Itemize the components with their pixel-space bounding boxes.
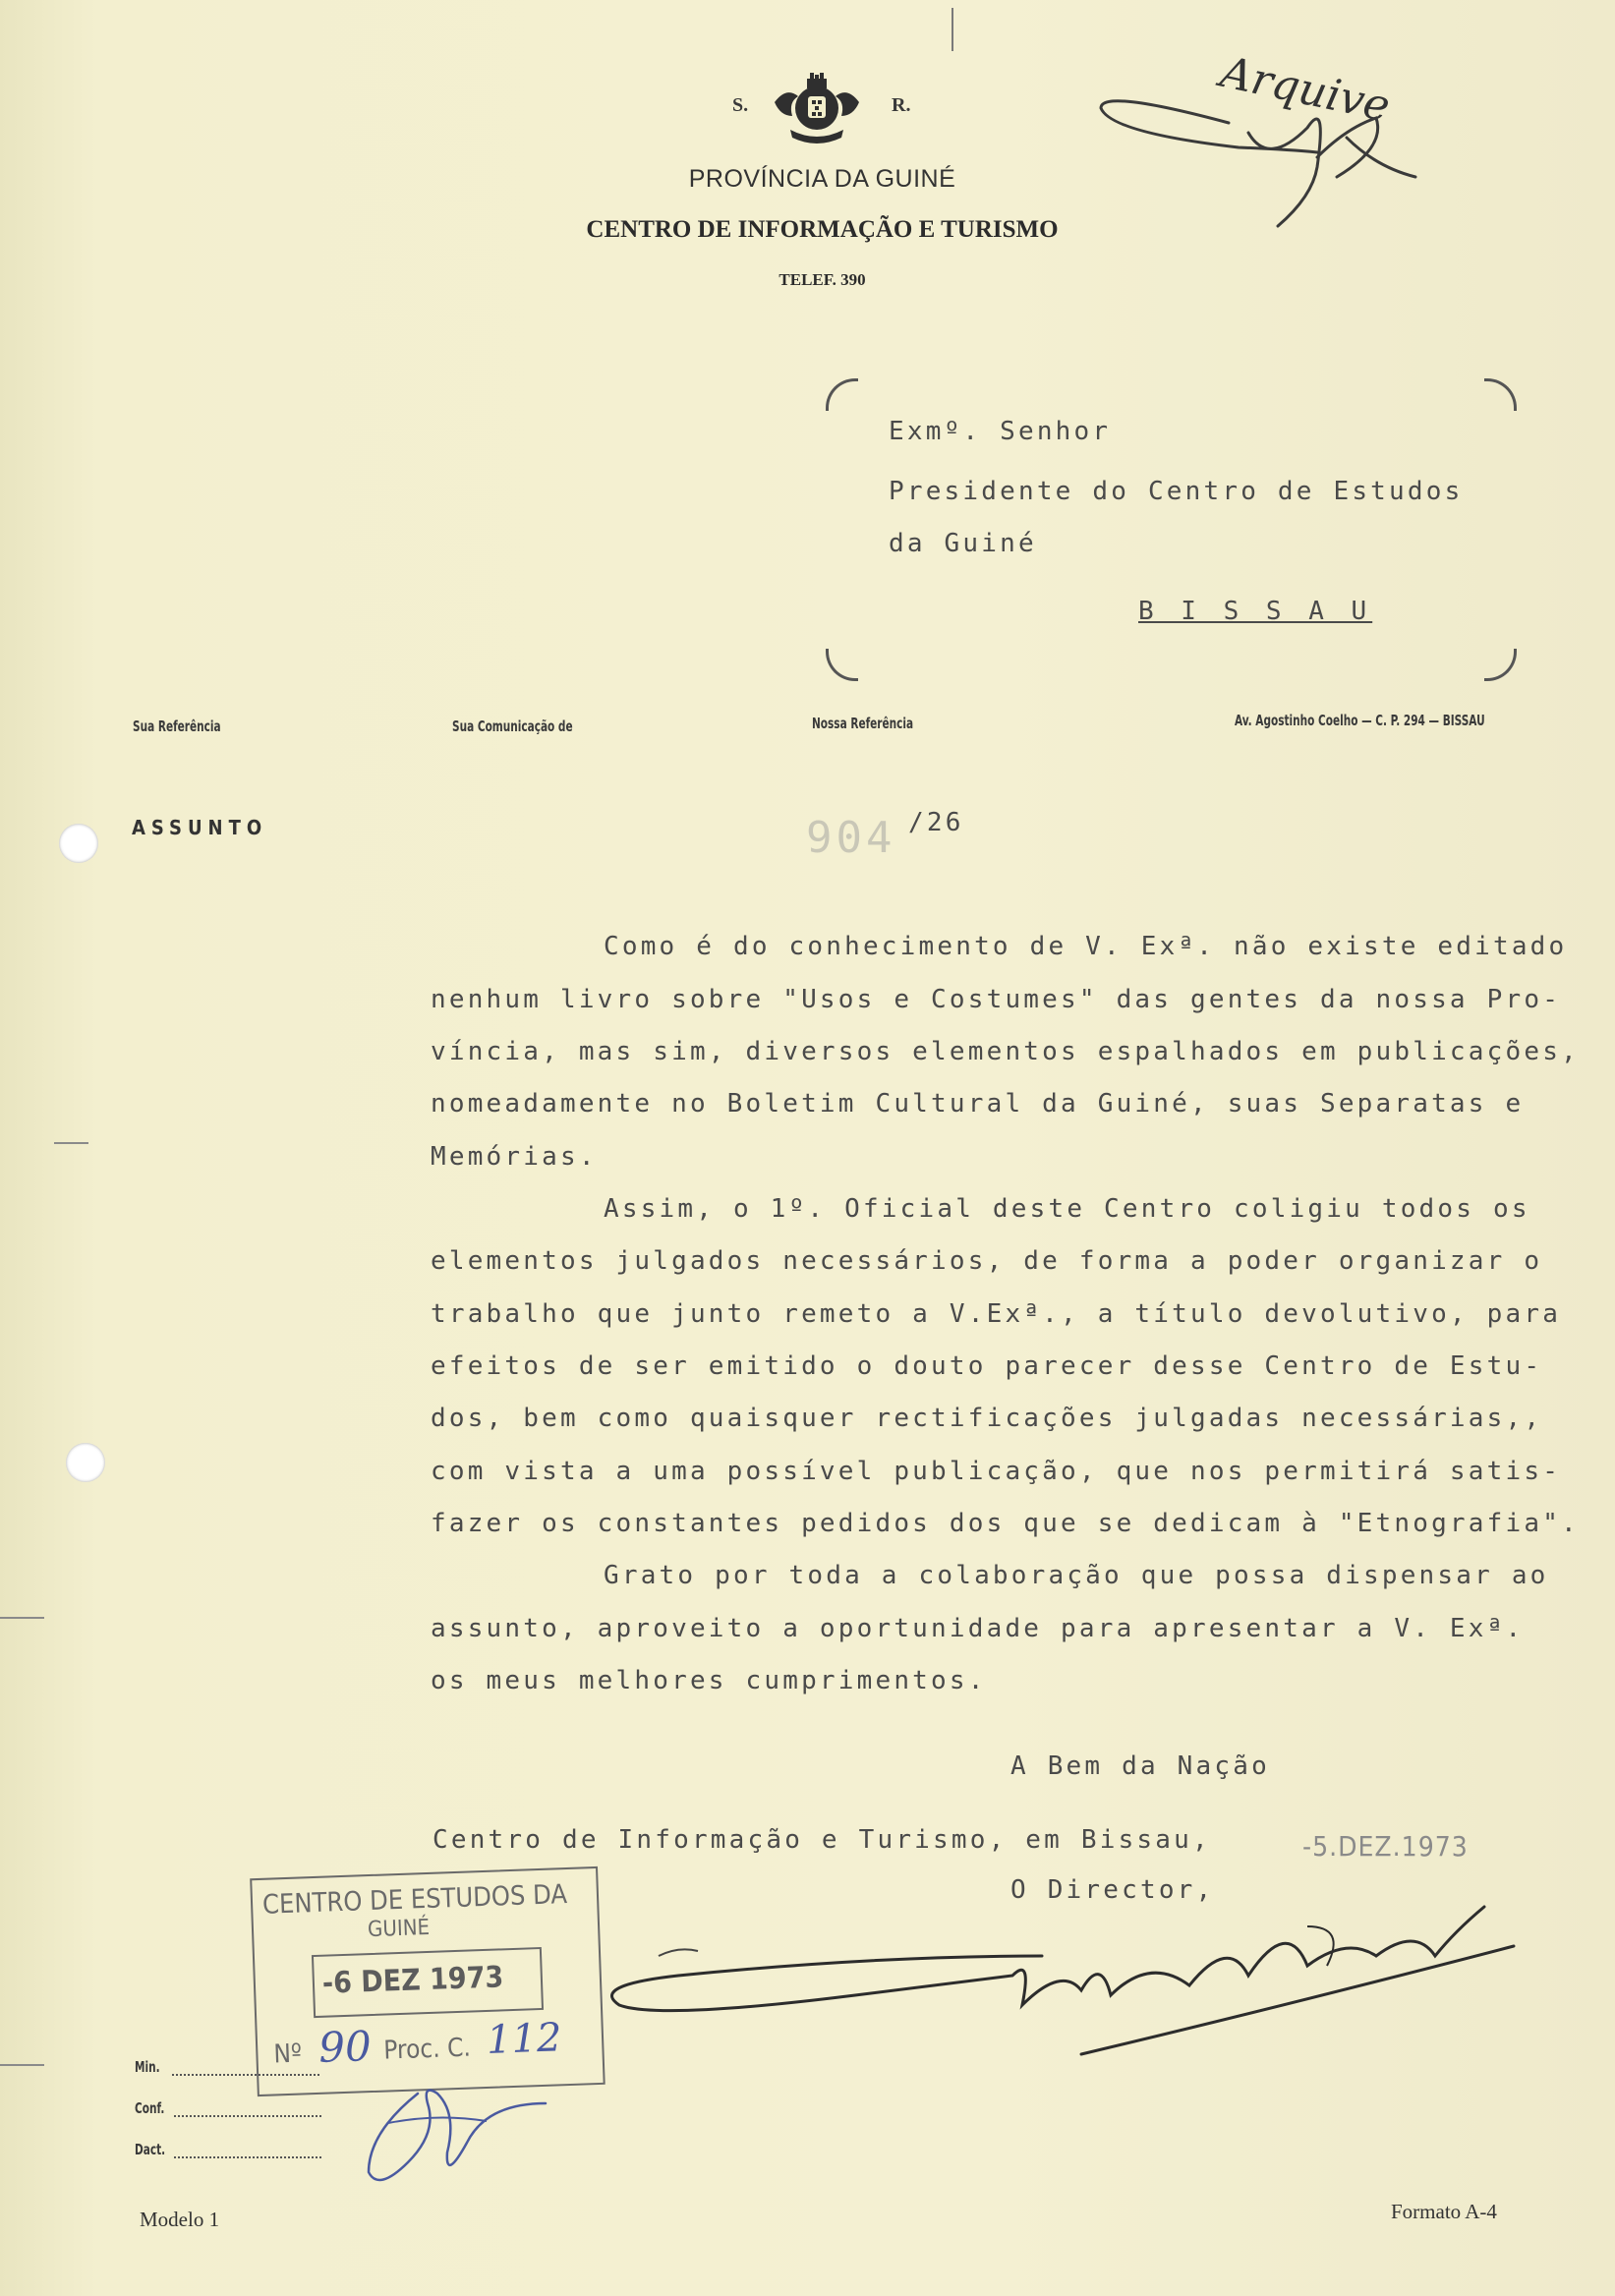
margin-mark (0, 1617, 44, 1619)
letterhead-right-initial: R. (892, 94, 911, 116)
margin-mark (0, 2064, 44, 2066)
director-signature (600, 1897, 1543, 2074)
our-reference-label: Nossa Referência (812, 715, 914, 732)
stamp-number-value: 90 (317, 2022, 373, 2072)
binder-hole-top (59, 824, 98, 863)
body-line: nomeadamente no Boletim Cultural da Guiné, suas Separatas e (431, 1089, 1525, 1119)
blue-initials (349, 2074, 565, 2192)
body-line: Grato por toda a colaboração que possa dispensar ao (604, 1561, 1549, 1590)
body-line: Assim, o 1º. Oficial deste Centro coligiu todos os (604, 1194, 1530, 1224)
model-label: Modelo 1 (140, 2208, 220, 2231)
recipient-corner-bottom-left (826, 649, 858, 681)
your-reference-label: Sua Referência (133, 718, 221, 735)
body-line: efeitos de ser emitido o douto parecer desse Centro de Estu- (431, 1351, 1543, 1381)
body-line: Como é do conhecimento de V. Exª. não existe editado (604, 932, 1568, 961)
reference-suffix: /26 (908, 808, 964, 837)
body-line: víncia, mas sim, diversos elementos espalhados em publicações, (431, 1037, 1580, 1066)
conf-line (174, 2115, 321, 2117)
stamp-line-1: CENTRO DE ESTUDOS DA (261, 1879, 568, 1921)
recipient-line-2: Presidente do Centro de Estudos (889, 477, 1464, 506)
body-line: trabalho que junto remeto a V.Exª., a título devolutivo, para (431, 1299, 1562, 1329)
binder-hole-bottom (66, 1443, 105, 1482)
body-line: com vista a uma possível publicação, que nos permitirá satis- (431, 1457, 1562, 1486)
your-communication-label: Sua Comunicação de (452, 718, 573, 735)
handwritten-note-text: Arquive (1216, 47, 1395, 133)
stamp-proc-prefix: Proc. C. (382, 2033, 472, 2066)
body-line: assunto, aproveito a oportunidade para apresentar a V. Exª. (431, 1614, 1525, 1643)
letterhead-left-initial: S. (732, 94, 749, 116)
stamp-number-prefix: Nº (272, 2038, 303, 2070)
dact-line (174, 2156, 321, 2158)
date-stamp: -5.DEZ.1973 (1302, 1830, 1469, 1863)
dact-label: Dact. (135, 2141, 166, 2158)
letterhead-province: PROVÍNCIA DA GUINÉ (688, 165, 956, 193)
body-line: elementos julgados necessários, de forma a poder organizar o (431, 1246, 1543, 1276)
margin-mark (54, 1142, 88, 1144)
stamp-proc-value: 112 (486, 2015, 563, 2063)
format-label: Formato A-4 (1391, 2200, 1497, 2223)
recipient-line-1: Exmº. Senhor (889, 417, 1112, 446)
min-line (172, 2074, 319, 2076)
letterhead-organization: CENTRO DE INFORMAÇÃO E TURISMO (586, 216, 1059, 243)
signer-title: O Director, (1010, 1875, 1215, 1905)
body-line: fazer os constantes pedidos dos que se dedicam à "Etnografia". (431, 1509, 1580, 1538)
min-label: Min. (135, 2058, 160, 2076)
stamp-line-2: GUINÉ (367, 1915, 431, 1943)
body-line: nenhum livro sobre "Usos e Costumes" das gentes da nossa Pro- (431, 985, 1562, 1014)
handwritten-archive-note (1081, 39, 1435, 236)
reference-number: 904 (806, 813, 896, 863)
reception-stamp (250, 1866, 606, 2099)
recipient-corner-top-left (826, 378, 858, 411)
sender-address: Av. Agostinho Coelho — C. P. 294 — BISSAU (1235, 712, 1485, 729)
closing-place: Centro de Informação e Turismo, em Bissau, (433, 1825, 1211, 1855)
letterhead-phone: TELEF. 390 (779, 270, 866, 289)
stamp-date: -6 DEZ 1973 (321, 1960, 504, 2001)
body-line: dos, bem como quaisquer rectificações julgadas necessárias,, (431, 1404, 1543, 1433)
coat-of-arms-icon (773, 73, 861, 147)
conf-label: Conf. (135, 2099, 165, 2117)
body-line: Memórias. (431, 1142, 598, 1172)
closing-salutation: A Bem da Nação (1010, 1751, 1270, 1781)
recipient-city: B I S S A U (1138, 597, 1373, 626)
fold-mark (952, 8, 953, 51)
body-line: os meus melhores cumprimentos. (431, 1666, 987, 1695)
recipient-corner-top-right (1484, 378, 1517, 411)
recipient-line-3: da Guiné (889, 529, 1037, 558)
subject-label: ASSUNTO (132, 816, 268, 839)
recipient-corner-bottom-right (1484, 649, 1517, 681)
